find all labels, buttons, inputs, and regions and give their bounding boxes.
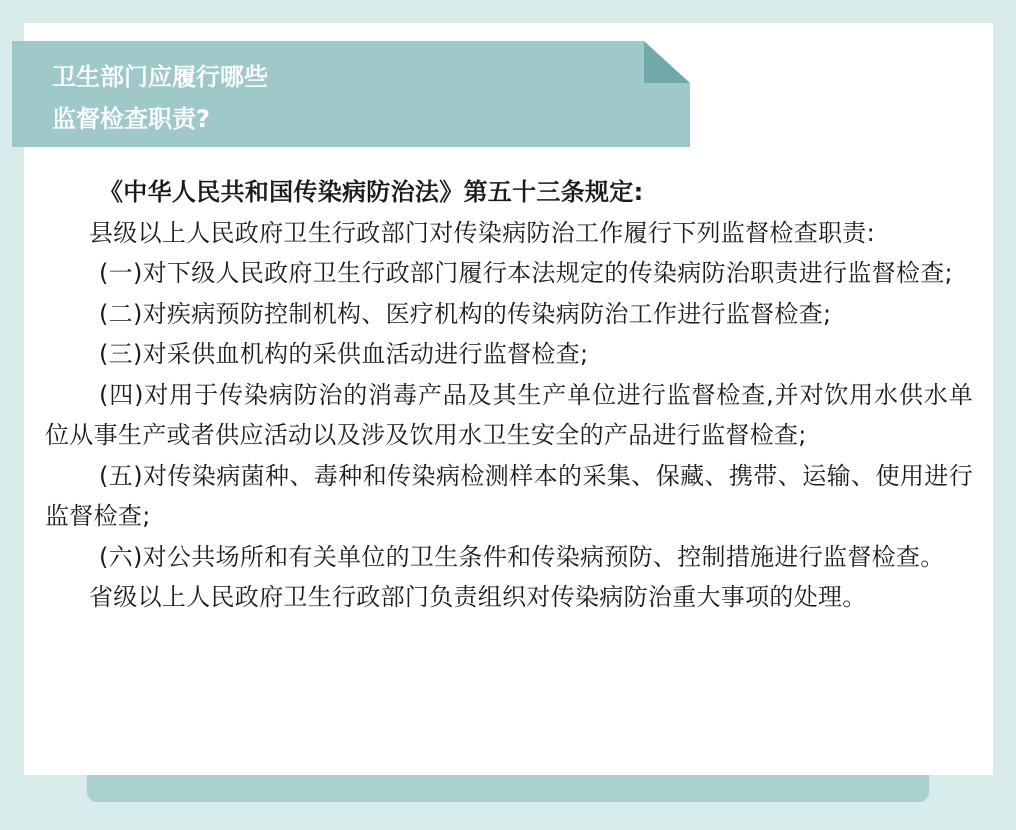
folded-corner-icon [644, 41, 690, 83]
article-item-1: (一)对下级人民政府卫生行政部门履行本法规定的传染病防治职责进行监督检查; [99, 259, 953, 287]
article-closing: 省级以上人民政府卫生行政部门负责组织对传染病防治重大事项的处理。 [89, 583, 867, 611]
title-line-2: 监督检查职责? [52, 105, 210, 133]
article-item-2: (二)对疾病预防控制机构、医疗机构的传染病防治工作进行监督检查; [99, 299, 832, 328]
title-line-1: 卫生部门应履行哪些 [52, 63, 268, 91]
page-title [52, 56, 612, 140]
article-heading: 《中华人民共和国传染病防治法》第五十三条规定: [99, 178, 644, 206]
article-item-3: (三)对采供血机构的采供血活动进行监督检查; [99, 340, 589, 368]
article-intro: 县级以上人民政府卫生行政部门对传染病防治工作履行下列监督检查职责: [89, 218, 875, 247]
article-item-6: (六)对公共场所和有关单位的卫生条件和传染病预防、控制措施进行监督检查。 [99, 542, 945, 571]
article-item-5: (五)对传染病菌种、毒种和传染病检测样本的采集、保藏、携带、运输、使用进行监督检查; [45, 461, 973, 530]
article-item-4: (四)对用于传染病防治的消毒产品及其生产单位进行监督检查,并对饮用水供水单位从事生产或者供应活动以及涉及饮用水卫生安全的产品进行监督检查; [45, 380, 973, 449]
article-body [45, 172, 973, 618]
